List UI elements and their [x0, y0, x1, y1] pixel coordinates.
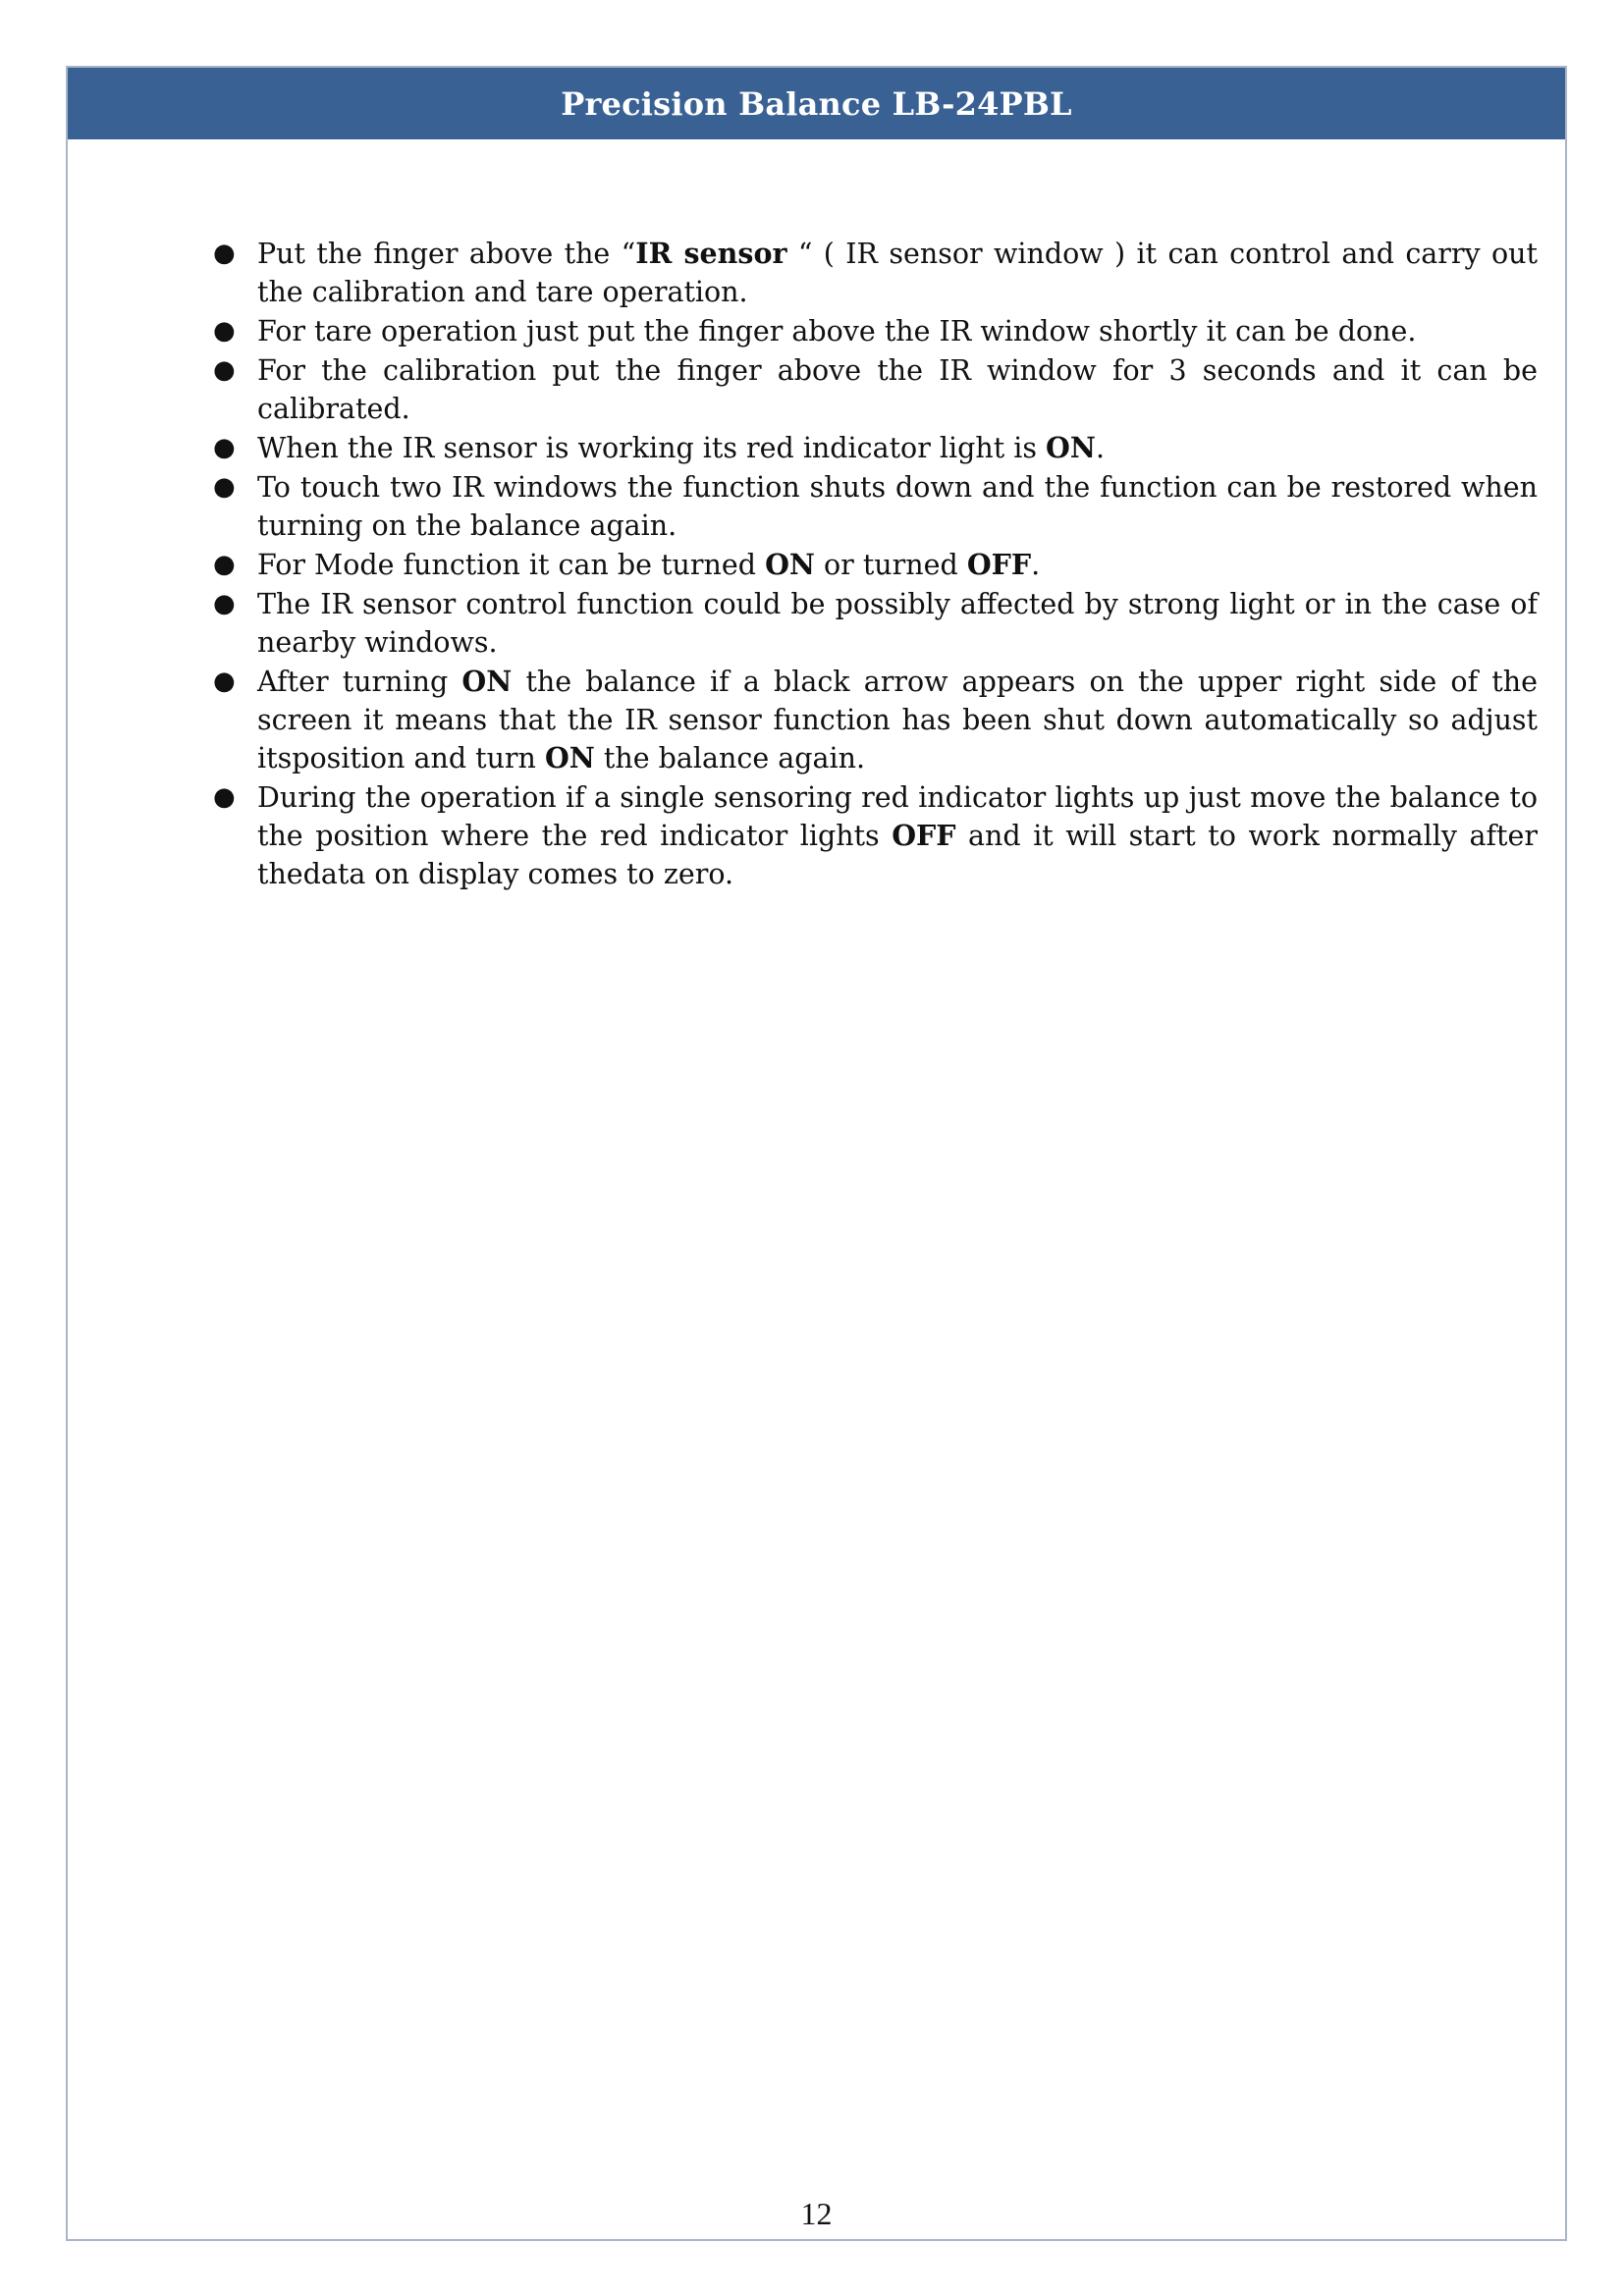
bullet-icon: ●: [213, 433, 236, 462]
list-item: ● For Mode function it can be turned ON or turned OFF.: [202, 546, 1538, 584]
bullet-icon: ●: [213, 782, 236, 812]
list-item: ● After turning ON the balance if a black arrow appears on the upper right side of the screen it means that the IR sensor function has been shut down automatically so adjust itsposition and turn ON the balance again.: [213, 665, 1538, 774]
list-item: ● To touch two IR windows the function shuts down and the function can be restored when turning on the balance again.: [202, 468, 1538, 545]
list-item: ● When the IR sensor is working its red indicator light is ON.: [202, 429, 1538, 467]
bullet-icon: ●: [213, 316, 236, 346]
list-item: ● Put the finger above the “IR sensor “ ( IR sensor window ) it can control and carry out the calibration and tare operation.: [213, 237, 1538, 308]
page-frame: [66, 66, 1567, 2241]
bullet-icon: ●: [213, 239, 236, 268]
content-area: [202, 235, 1538, 894]
bullet-icon: ●: [213, 589, 236, 618]
page-number: 12: [800, 2196, 833, 2231]
instruction-list: [202, 235, 1538, 893]
header-bar: [68, 68, 1565, 139]
list-item: ● During the operation if a single sensoring red indicator lights up just move the balance to the position where the red indicator lights OFF and it will start to work normally after thedata on display comes to zero.: [202, 778, 1538, 893]
bullet-icon: ●: [213, 355, 236, 385]
list-item: ● The IR sensor control function could be possibly affected by strong light or in the case of nearby windows.: [202, 585, 1538, 662]
list-item: ● For tare operation just put the finger above the IR window shortly it can be done.: [202, 312, 1538, 350]
bullet-icon: ●: [213, 667, 236, 696]
bullet-icon: ●: [213, 550, 236, 579]
page-title: Precision Balance LB-24PBL: [561, 84, 1072, 123]
bullet-icon: ●: [213, 472, 236, 502]
list-item: ● For the calibration put the finger above the IR window for 3 seconds and it can be calibrated.: [202, 351, 1538, 428]
